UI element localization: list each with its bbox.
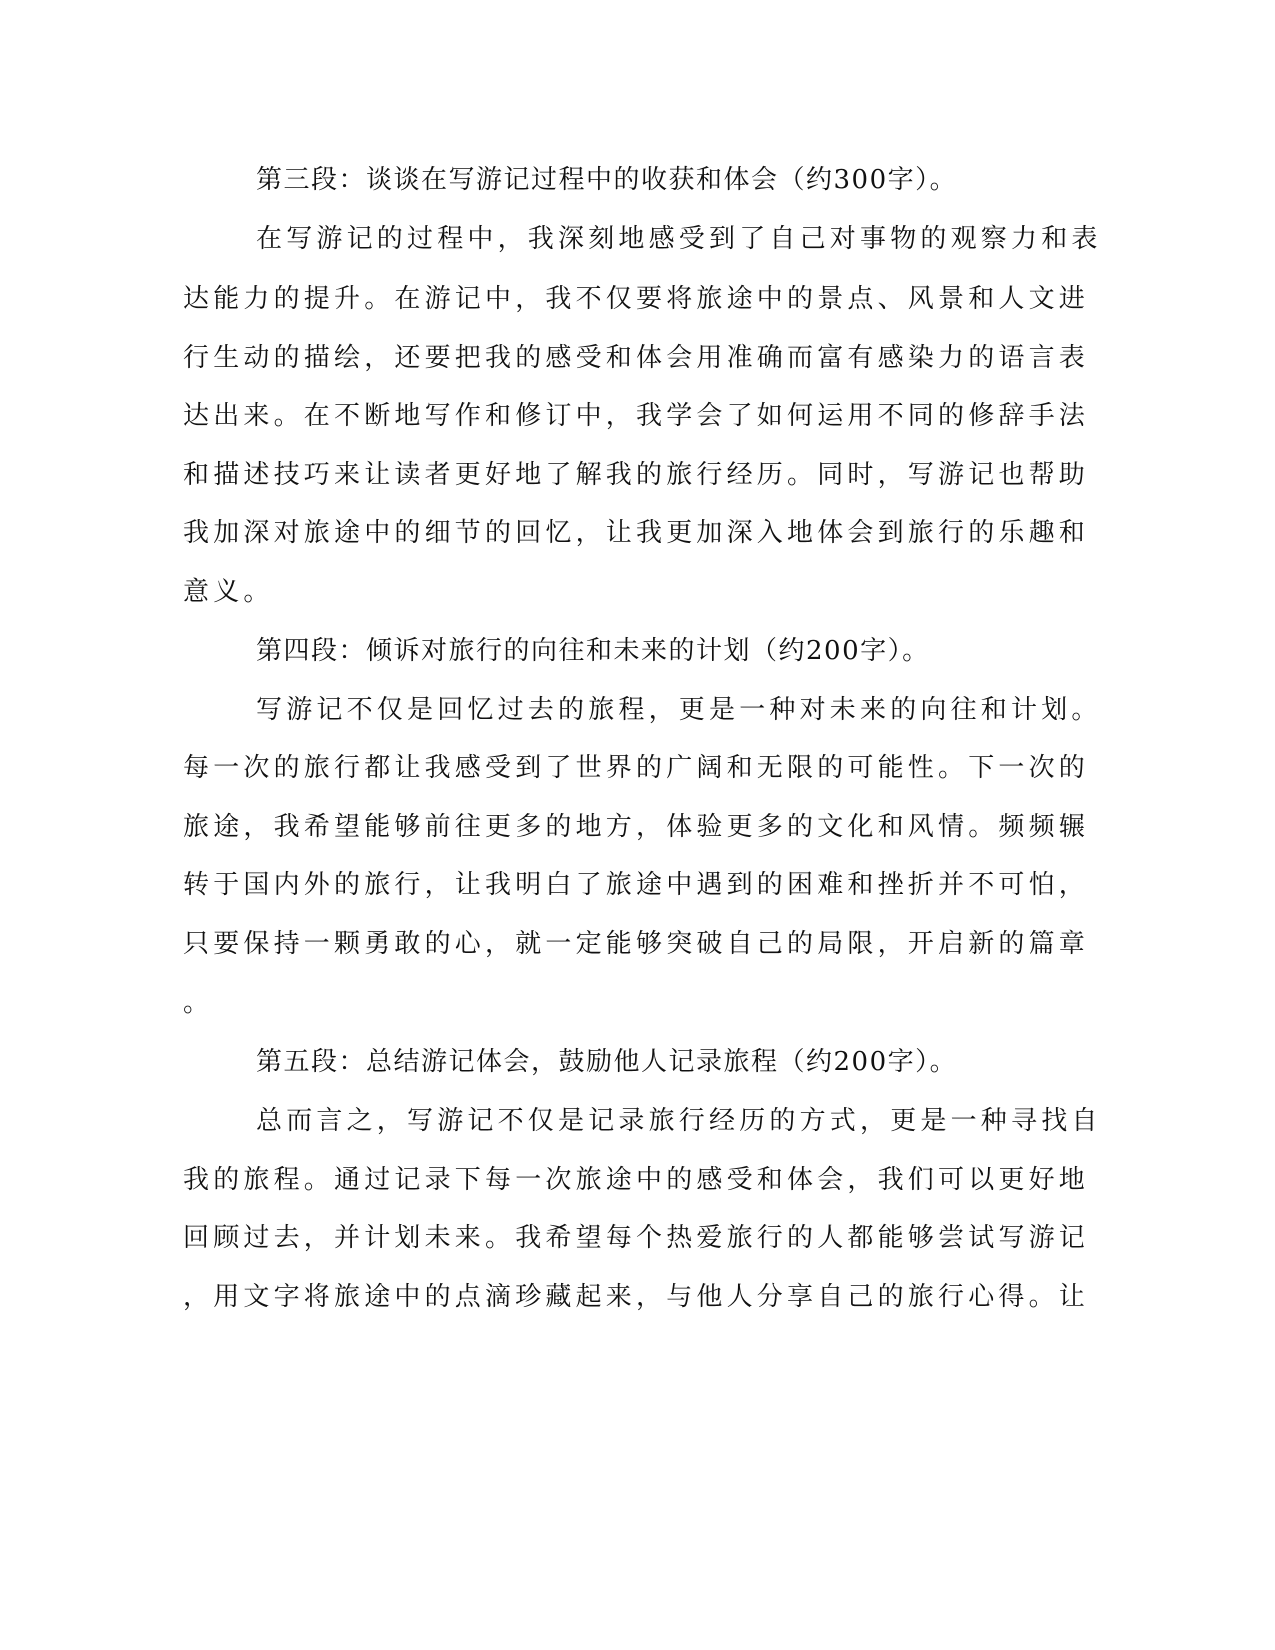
section-heading-5: 第五段：总结游记体会，鼓励他人记录旅程（约200字）。	[256, 1047, 958, 1077]
paragraph-line: 达能力的提升。在游记中，我不仅要将旅途中的景点、风景和人文进	[183, 284, 1090, 314]
paragraph-line: ，用文字将旅途中的点滴珍藏起来，与他人分享自己的旅行心得。让	[183, 1282, 1090, 1312]
paragraph-line: 转于国内外的旅行，让我明白了旅途中遇到的困难和挫折并不可怕，	[183, 870, 1090, 900]
paragraph-line: 和描述技巧来让读者更好地了解我的旅行经历。同时，写游记也帮助	[183, 460, 1090, 490]
paragraph-line: 意义。	[183, 577, 274, 607]
paragraph-line: 写游记不仅是回忆过去的旅程，更是一种对未来的向往和计划。	[256, 695, 1102, 725]
paragraph-line: 总而言之，写游记不仅是记录旅行经历的方式，更是一种寻找自	[256, 1106, 1102, 1136]
paragraph-line: 每一次的旅行都让我感受到了世界的广阔和无限的可能性。下一次的	[183, 753, 1090, 783]
paragraph-line: 在写游记的过程中，我深刻地感受到了自己对事物的观察力和表	[256, 224, 1102, 254]
paragraph-line: 行生动的描绘，还要把我的感受和体会用准确而富有感染力的语言表	[183, 343, 1090, 373]
paragraph-line: 。	[183, 988, 214, 1018]
section-heading-4: 第四段：倾诉对旅行的向往和未来的计划（约200字）。	[256, 636, 930, 666]
paragraph-line: 我的旅程。通过记录下每一次旅途中的感受和体会，我们可以更好地	[183, 1165, 1090, 1195]
paragraph-line: 旅途，我希望能够前往更多的地方，体验更多的文化和风情。频频辗	[183, 812, 1090, 842]
paragraph-line: 达出来。在不断地写作和修订中，我学会了如何运用不同的修辞手法	[183, 401, 1090, 431]
section-heading-3: 第三段：谈谈在写游记过程中的收获和体会（约300字）。	[256, 165, 958, 195]
paragraph-line: 只要保持一颗勇敢的心，就一定能够突破自己的局限，开启新的篇章	[183, 929, 1090, 959]
paragraph-line: 回顾过去，并计划未来。我希望每个热爱旅行的人都能够尝试写游记	[183, 1223, 1090, 1253]
paragraph-line: 我加深对旅途中的细节的回忆，让我更加深入地体会到旅行的乐趣和	[183, 518, 1090, 548]
